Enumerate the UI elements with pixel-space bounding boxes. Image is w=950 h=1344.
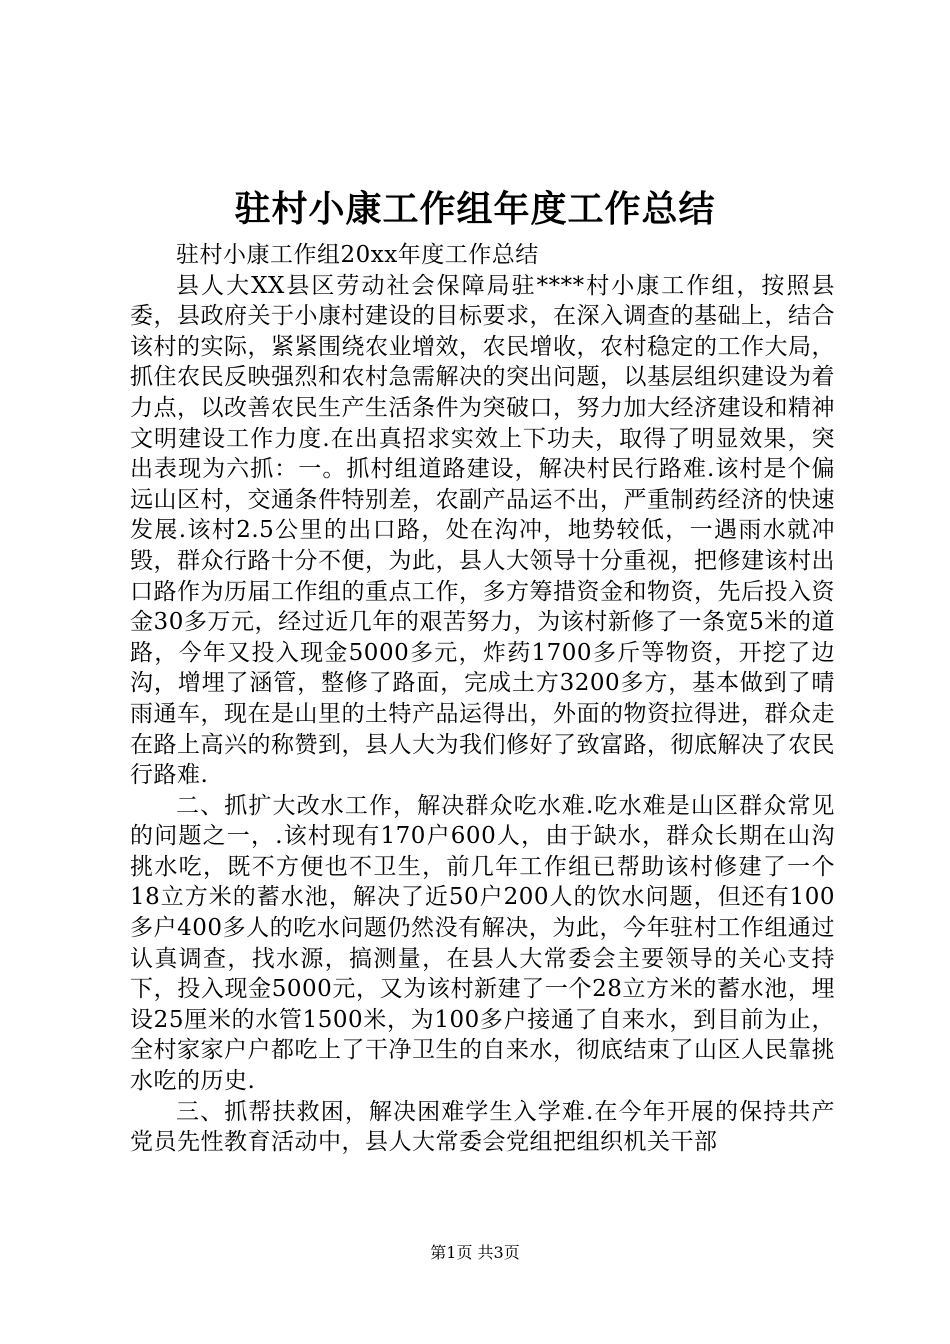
body-paragraph-3: 三、抓帮扶救困，解决困难学生入学难.在今年开展的保持共产党员先性教育活动中，县人大常委会党组把组织机关干部 bbox=[130, 1098, 835, 1156]
document-title: 驻村小康工作组年度工作总结 bbox=[234, 188, 716, 230]
subtitle-paragraph: 驻村小康工作组20xx年度工作总结 bbox=[176, 242, 539, 268]
body-paragraph-1: 县人大XX县区劳动社会保障局驻****村小康工作组，按照县委，县政府关于小康村建设的目标要求，在深入调查的基础上，结合该村的实际，紧紧围绕农业增效，农民增收，农村稳定的工作大局，抓住农民反映强烈和农村急需解决的突出问题，以基层组织建设为着力点，以改善农民生产生活条件为突破口，努力加大经济建设和精神文明建设工作力度.在出真招求实效上下功夫，取得了明显效果，突出表现为六抓：一。抓村组道路建设，解决村民行路难.该村是个偏远山区村，交通条件特别差，农副产品运不出，严重制药经济的快速发展.该村2.5公里的出口路，处在沟冲，地势较低，一遇雨水就冲毁，群众行路十分不便，为此，县人大领导十分重视，把修建该村出口路作为历届工作组的重点工作，多方筹措资金和物资，先后投入资金30多万元，经过近几年的艰苦努力，为该村新修了一条宽5米的道路，今年又投入现金5000多元，炸药1700多斤等物资，开挖了边沟，增埋了涵管，整修了路面，完成土方3200多方，基本做到了晴雨通车，现在是山里的土特产品运得出，外面的物资拉得进，群众走在路上高兴的称赞到，县人大为我们修好了致富路，彻底解决了农民行路难. bbox=[130, 272, 835, 789]
body-paragraph-2: 二、抓扩大改水工作，解决群众吃水难.吃水难是山区群众常见的问题之一，.该村现有170户600人，由于缺水，群众长期在山沟挑水吃，既不方便也不卫生，前几年工作组已帮助该村修建了一个18立方米的蓄水池，解决了近50户200人的饮水问题，但还有100多户400多人的吃水问题仍然没有解决，为此，今年驻村工作组通过认真调查，找水源，搞测量，在县人大常委会主要领导的关心支持下，投入现金5000元，又为该村新建了一个28立方米的蓄水池，埋设25厘米的水管1500米，为100多户接通了自来水，到目前为止，全村家家户户都吃上了干净卫生的自来水，彻底结束了山区人民靠挑水吃的历史. bbox=[130, 792, 835, 1095]
document-body bbox=[130, 240, 835, 1158]
page-footer: 第1页 共3页 bbox=[430, 1243, 520, 1262]
